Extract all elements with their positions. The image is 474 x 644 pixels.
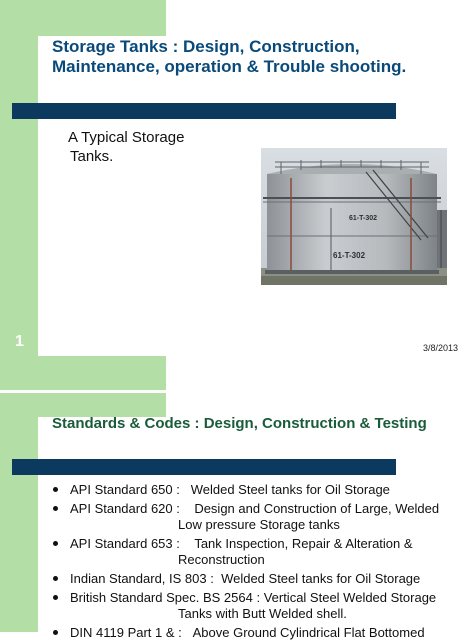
green-footer-block [0, 356, 166, 390]
list-item [50, 571, 460, 587]
slide-2 [0, 393, 474, 640]
standard-description: Design and Construction of Large, Welded [194, 501, 440, 516]
standards-list [50, 482, 460, 644]
list-item [50, 536, 460, 568]
standard-code: British Standard Spec. BS 2564 : [70, 590, 261, 605]
photo-caption [68, 128, 238, 166]
caption-line-2: Tanks. [70, 148, 114, 165]
standard-code: API Standard 653 : [70, 536, 180, 551]
caption-line-1: A Typical Storage [68, 129, 185, 146]
standard-code: API Standard 620 : [70, 501, 180, 516]
green-header-block [0, 0, 166, 36]
standard-description: Above Ground Cylindrical Flat Bottomed [192, 625, 425, 640]
list-item [50, 625, 460, 641]
green-sidebar [0, 393, 38, 632]
tank-label-upper: 61-T-302 [349, 215, 378, 222]
standard-description: Welded Steel tanks for Oil Storage [221, 571, 421, 586]
page-number: 1 [15, 333, 24, 350]
slide-1-title: Storage Tanks : Design, Construction, Maintenance, operation & Trouble shooting. [52, 37, 407, 76]
list-item [50, 482, 460, 498]
title-rule [12, 459, 396, 475]
green-sidebar [0, 0, 38, 390]
title-rule [12, 103, 396, 119]
storage-tank-photo [261, 148, 447, 285]
slide-date: 3/8/2013 [422, 343, 458, 353]
list-item [50, 501, 460, 533]
standard-description-continued: Tanks with Butt Welded shell. [178, 606, 347, 621]
standard-code: Indian Standard, IS 803 : [70, 571, 214, 586]
slide-2-title: Standards & Codes : Design, Construction & Testing [52, 415, 427, 432]
standard-description: Vertical Steel Welded Storage [263, 590, 437, 605]
standard-description: Tank Inspection, Repair & Alteration & [194, 536, 413, 551]
standard-description-continued: Low pressure Storage tanks [178, 517, 340, 532]
standard-description-continued: Reconstruction [178, 552, 265, 567]
standard-code: API Standard 650 : [70, 482, 180, 497]
standard-code: DIN 4119 Part 1 & : [70, 625, 182, 640]
tank-label-lower: 61-T-302 [333, 251, 366, 260]
list-item [50, 590, 460, 622]
standard-description: Welded Steel tanks for Oil Storage [190, 482, 390, 497]
